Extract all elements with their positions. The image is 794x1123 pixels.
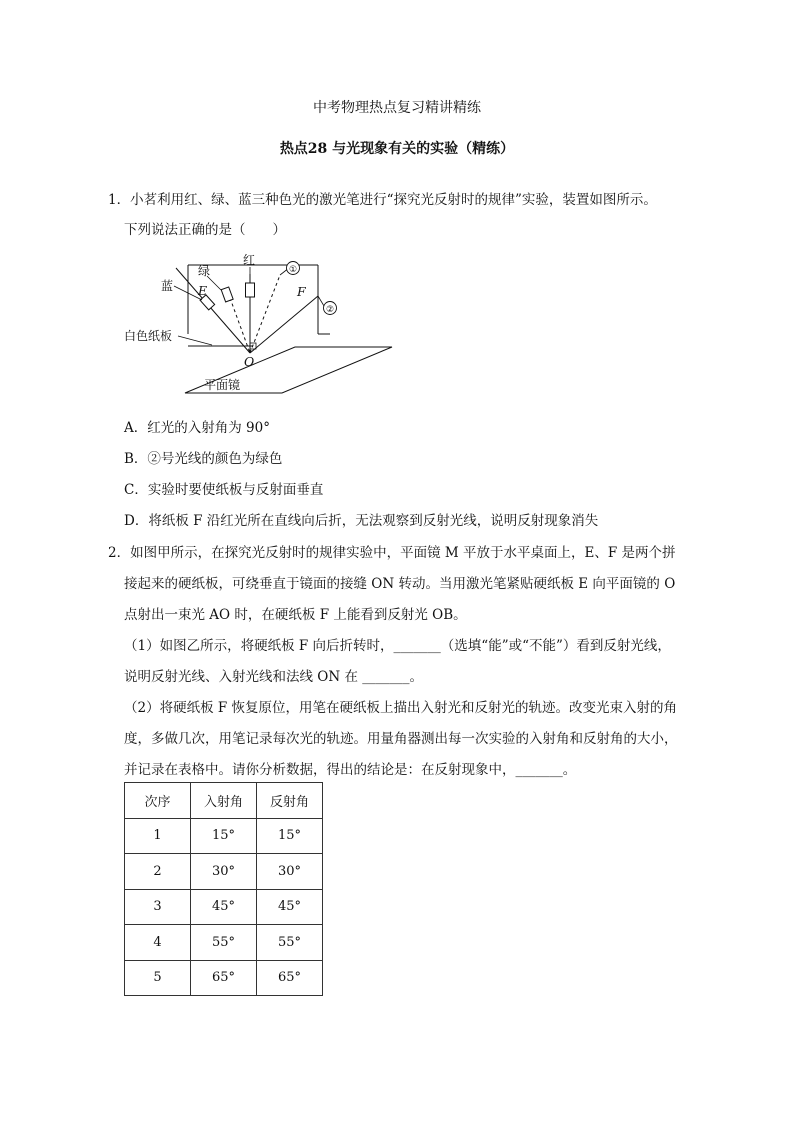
- table-row: [125, 960, 323, 996]
- cell-incident: 45°: [191, 889, 257, 925]
- table-row: [125, 854, 323, 890]
- label-green: 绿: [198, 264, 211, 278]
- cell-reflection: 15°: [257, 818, 323, 854]
- label-white-board: 白色纸板: [124, 329, 173, 343]
- cell-order: 1: [125, 818, 191, 854]
- q2-stem-line3: 点射出一束光 AO 时，在硬纸板 F 上能看到反射光 OB。: [124, 607, 467, 623]
- table-row: [125, 925, 323, 961]
- header-reflection-angle: 反射角: [257, 783, 323, 819]
- blue-ray: [176, 268, 250, 353]
- header-order: 次序: [125, 783, 191, 819]
- green-ray: [230, 298, 250, 353]
- q2-stem-line2: 接起来的硬纸板，可绕垂直于镜面的接缝 ON 转动。当用激光笔紧贴硬纸板 E 向平面镜的 O: [124, 576, 676, 592]
- q2-part2-line2: 度，多做几次，用笔记录每次光的轨迹。用量角器测出每一次实验的入射角和反射角的大小，: [124, 731, 678, 747]
- cell-reflection: 65°: [257, 960, 323, 996]
- q2-part1-line1: （1）如图乙所示，将硬纸板 F 向后折转时，_______（选填“能”或“不能”）看到反射光线，: [124, 638, 671, 654]
- red-laser-pen: [246, 283, 255, 297]
- cell-order: 5: [125, 960, 191, 996]
- table-header-row: [125, 783, 323, 819]
- cell-reflection: 45°: [257, 889, 323, 925]
- q2-part1-line2: 说明反射光线、入射光线和法线 ON 在 _______。: [124, 669, 424, 685]
- header-incident-angle: 入射角: [191, 783, 257, 819]
- table-row: [125, 889, 323, 925]
- cell-incident: 55°: [191, 925, 257, 961]
- cell-incident: 65°: [191, 960, 257, 996]
- angle-data-table: [124, 782, 323, 996]
- green-laser-pen: [221, 287, 233, 302]
- label-O: O: [244, 354, 255, 369]
- label-circle-2: ②: [326, 305, 335, 315]
- cell-reflection: 55°: [257, 925, 323, 961]
- cell-order: 3: [125, 889, 191, 925]
- cell-incident: 30°: [191, 854, 257, 890]
- topic-title: 热点28 与光现象有关的实验（精练）: [279, 141, 515, 157]
- q1-option-c: C．实验时要使纸板与反射面垂直: [124, 482, 324, 498]
- q1-stem-line2: 下列说法正确的是（ ）: [124, 222, 286, 238]
- q1-option-b: B．②号光线的颜色为绿色: [124, 451, 283, 467]
- label-F: F: [297, 284, 306, 299]
- q1-stem-line1: 1．小茗利用红、绿、蓝三种色光的激光笔进行“探究光反射时的规律”实验，装置如图所示。: [108, 192, 657, 208]
- q1-option-d: D．将纸板 F 沿红光所在直线向后折，无法观察到反射光线，说明反射现象消失: [124, 513, 599, 529]
- label-E: E: [198, 283, 208, 298]
- cell-order: 2: [125, 854, 191, 890]
- series-title: 中考物理热点复习精讲精练: [313, 100, 481, 116]
- reflected-ray-2: [250, 296, 318, 353]
- label-blue: 蓝: [161, 279, 174, 293]
- cell-order: 4: [125, 925, 191, 961]
- reflection-experiment-figure: [124, 248, 400, 398]
- label-plane-mirror: 平面镜: [204, 378, 241, 392]
- table-row: [125, 818, 323, 854]
- q1-option-a: A．红光的入射角为 90°: [124, 420, 270, 436]
- q2-part2-line3: 并记录在表格中。请你分析数据，得出的结论是：在反射现象中，_______。: [124, 762, 577, 778]
- label-circle-1: ①: [289, 265, 298, 275]
- label-red: 红: [243, 253, 256, 267]
- q2-stem-line1: 2．如图甲所示，在探究光反射时的规律实验中，平面镜 M 平放于水平桌面上，E、F 是两个拼: [108, 545, 676, 561]
- cell-incident: 15°: [191, 818, 257, 854]
- q2-part2-line1: （2）将硬纸板 F 恢复原位，用笔在硬纸板上描出入射光和反射光的轨迹。改变光束入射的角: [124, 700, 678, 716]
- cell-reflection: 30°: [257, 854, 323, 890]
